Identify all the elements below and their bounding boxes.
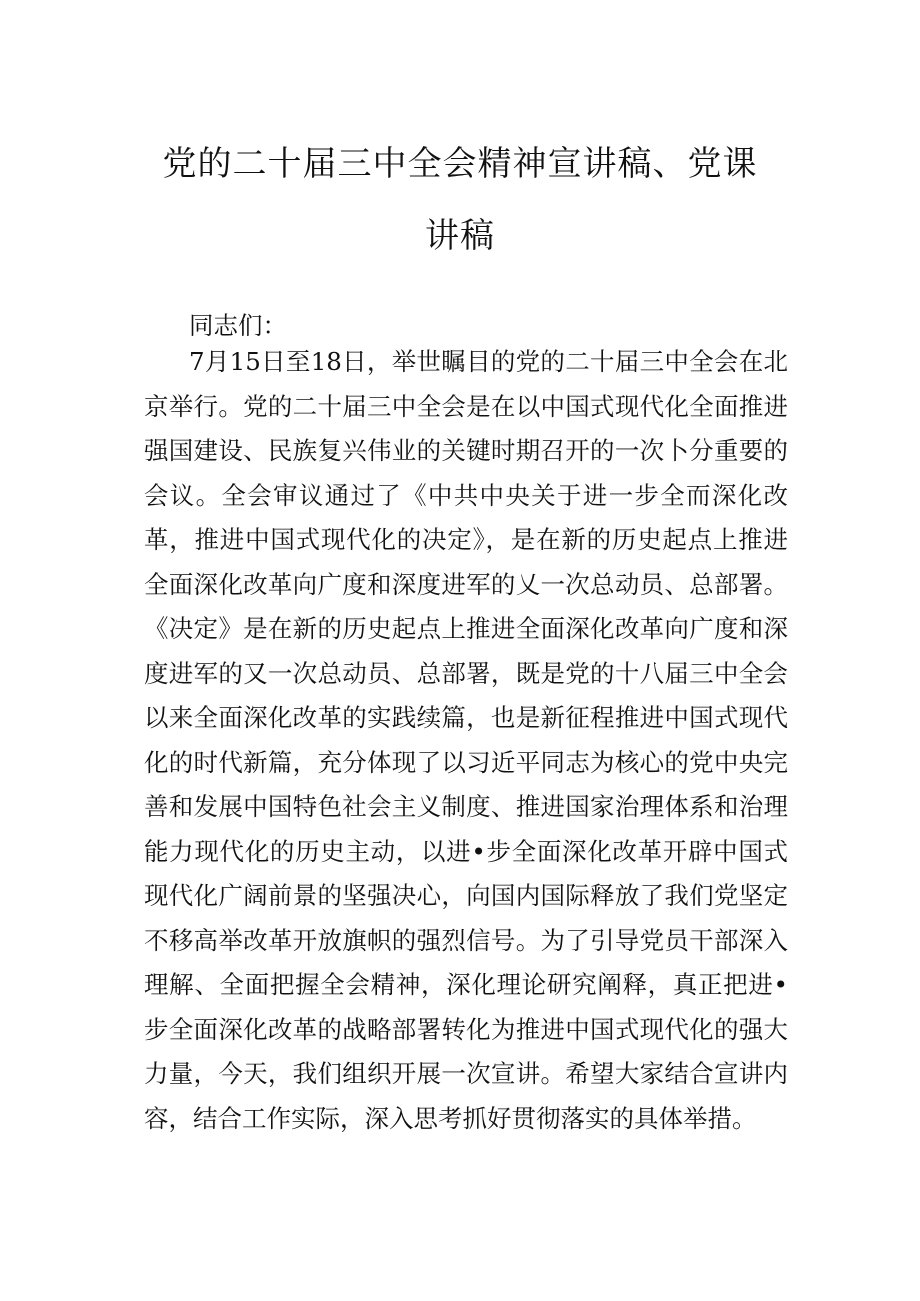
body-paragraph: 7月15日至18日，举世瞩目的党的二十届三中全会在北京举行。党的二十届三中全会是在以中国式现代化全面推进强国建设、民族复兴伟业的关键时期召开的一次卜分重要的会议。全会审议通过了《中共中央关于进一步全而深化改革，推进中国式现代化的决定》，是在新的历史起点上推进全面深化改革向广度和深度进军的乂一次总动员、总部署。《决定》是在新的历史起点上推进全面深化改革向广度和深度进军的又一次总动员、总部署，既是党的十八届三中全会以来全面深化改革的实践续篇，也是新征程推进中国式现代化的时代新篇，充分体现了以习近平同志为核心的党中央完善和发展中国特色社会主义制度、推进国家治理体系和治理能力现代化的历史主动，以进•步全面深化改革开辟中国式现代化广阔前景的坚强决心，向国内国际释放了我们党坚定不移高举改革开放旗帜的强烈信号。为了引导党员干部深入理解、全面把握全会精神，深化理论研究阐释，真正把进•步全面深化改革的战略部署转化为推进中国式现代化的强大力量，今天，我们组织开展一次宣讲。希望大家结合宣讲内容，结合工作实际，深入思考抓好贯彻落实的具体举措。: [144, 347, 788, 1133]
document-title: 党的二十届三中全会精神宣讲稿、党课讲稿: [162, 144, 758, 256]
greeting-line: 同志们：: [189, 311, 287, 340]
